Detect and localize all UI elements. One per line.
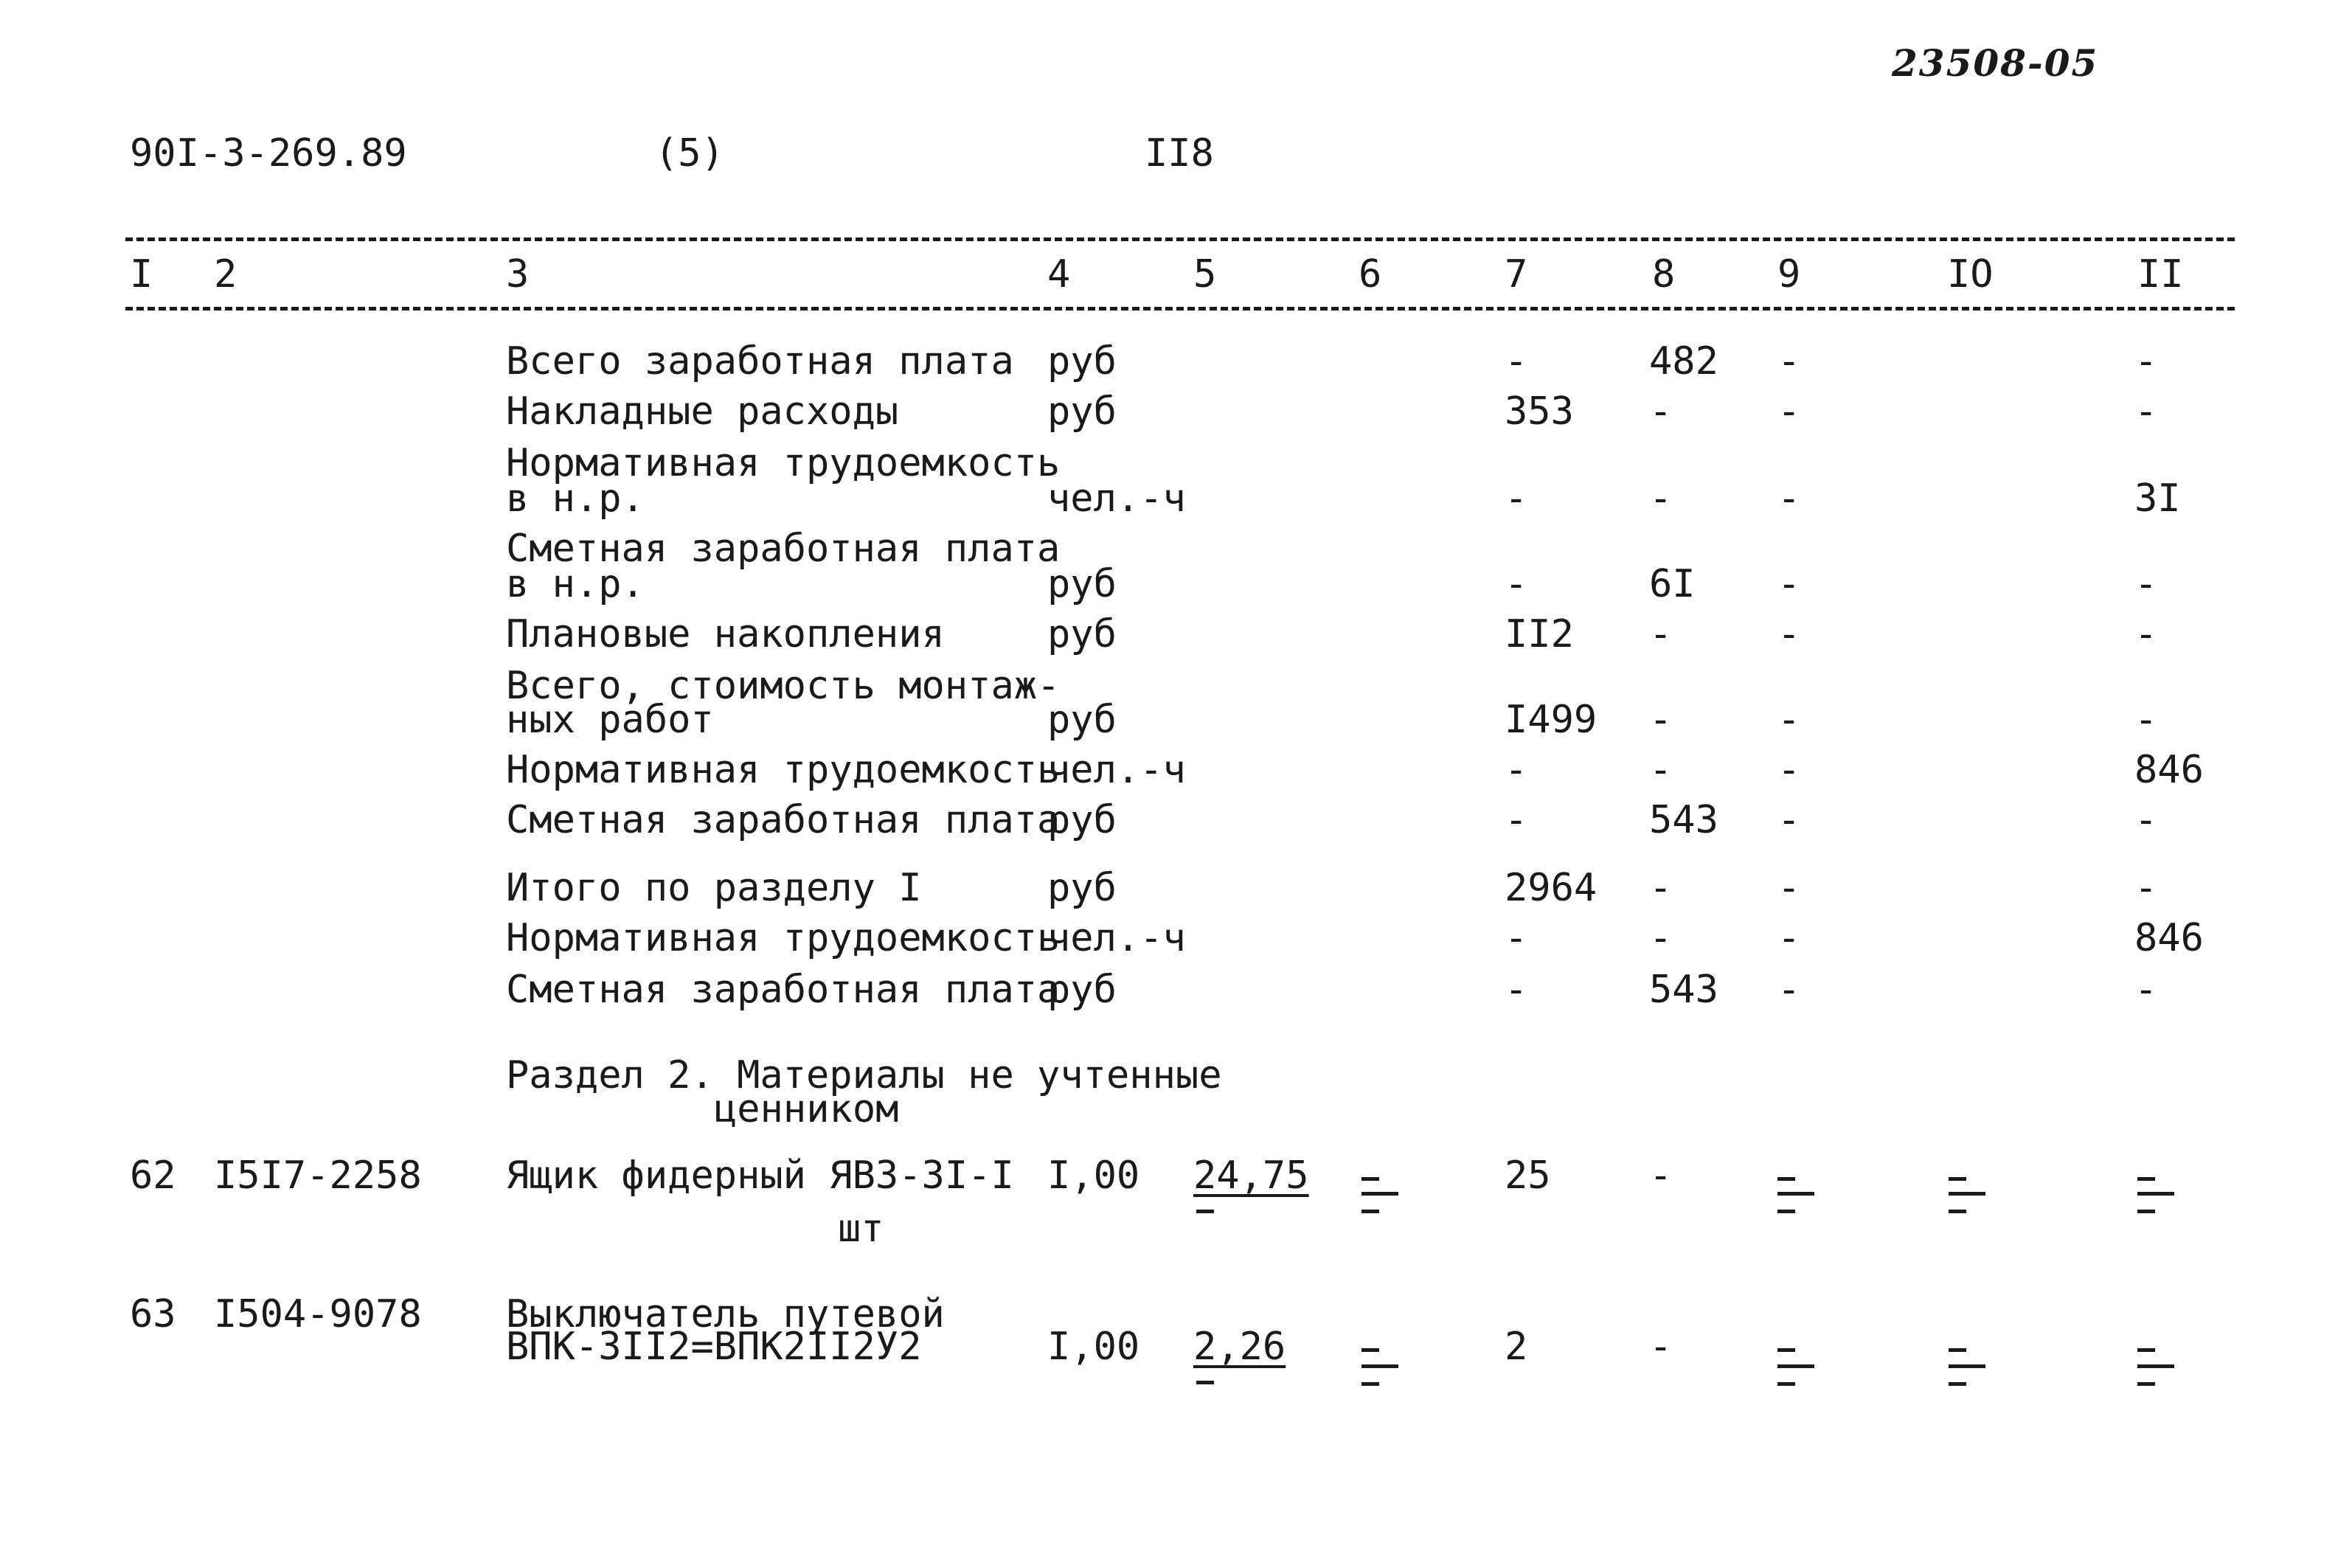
item-name-cont: ВПК-3II2=ВПК2II2У2	[506, 1325, 922, 1369]
unit: руб	[1047, 968, 1117, 1012]
unit: чел.-ч	[1047, 916, 1186, 960]
col8-value: -	[1649, 748, 1673, 792]
col9-value: -	[1777, 968, 1801, 1012]
unit: чел.-ч	[1047, 748, 1186, 792]
row-label: Сметная заработная плата	[506, 798, 1061, 842]
col11-value: -	[2134, 698, 2158, 742]
col8-value: -	[1649, 476, 1673, 521]
col9-value: -	[1777, 476, 1801, 521]
col7-value: 25	[1505, 1154, 1551, 1198]
row-label-cont: в н.р.	[506, 562, 645, 606]
col11-value: 3I	[2134, 476, 2181, 521]
col-header-4: 4	[1047, 252, 1071, 296]
item-number: 62	[130, 1154, 176, 1198]
col7-value: -	[1505, 476, 1528, 521]
row-label-cont: ных работ	[506, 698, 714, 742]
col9-value: -	[1777, 612, 1801, 656]
col8-value: -	[1649, 612, 1673, 656]
header-top-rule	[125, 237, 2235, 241]
row-label: Сметная заработная плата	[506, 968, 1061, 1012]
col7-value: -	[1505, 339, 1528, 384]
row-label: Плановые накопления	[506, 612, 945, 656]
page-number: II8	[1145, 131, 1214, 176]
item-code: I504-9078	[214, 1292, 422, 1336]
item-code: I5I7-2258	[214, 1154, 422, 1198]
col8-value: -	[1649, 1325, 1673, 1369]
col8-value: -	[1649, 698, 1673, 742]
col7-value: 2	[1505, 1325, 1528, 1369]
col-header-8: 8	[1652, 252, 1676, 296]
col9-value: -	[1777, 748, 1801, 792]
row-label: Всего, стоимость монтаж-	[506, 664, 1061, 708]
col-header-6: 6	[1359, 252, 1382, 296]
section-title-cont: ценником	[714, 1087, 899, 1131]
col8-value: 6I	[1649, 562, 1696, 606]
col11-value: -	[2134, 866, 2158, 910]
col11-value: 846	[2134, 916, 2204, 960]
item-quantity: I,00	[1047, 1154, 1140, 1198]
row-label: Сметная заработная плата	[506, 527, 1061, 571]
col11-value: -	[2134, 562, 2158, 606]
col9-value: -	[1777, 562, 1801, 606]
col7-value: -	[1505, 968, 1528, 1012]
item-number: 63	[130, 1292, 176, 1336]
col11-value: 846	[2134, 748, 2204, 792]
col11-value: -	[2134, 968, 2158, 1012]
row-label-cont: в н.р.	[506, 476, 645, 521]
price-dash	[1196, 1381, 1214, 1384]
col8-value: -	[1649, 916, 1673, 960]
col-header-7: 7	[1505, 252, 1528, 296]
col9-value: -	[1777, 866, 1801, 910]
unit: руб	[1047, 866, 1117, 910]
col-header-11: II	[2137, 252, 2184, 296]
col8-value: -	[1649, 1154, 1673, 1198]
col8-value: 482	[1649, 339, 1718, 384]
item-unit: шт	[838, 1207, 884, 1251]
unit: чел.-ч	[1047, 476, 1186, 521]
item-name: Ящик фидерный ЯВЗ-3I-I	[506, 1154, 1014, 1198]
col7-value: 2964	[1505, 866, 1598, 910]
unit: руб	[1047, 612, 1117, 656]
col-header-3: 3	[506, 252, 530, 296]
col11-value: -	[2134, 612, 2158, 656]
row-label: Нормативная трудоемкость	[506, 748, 1061, 792]
col7-value: II2	[1505, 612, 1574, 656]
col-header-2: 2	[214, 252, 237, 296]
col-header-9: 9	[1777, 252, 1801, 296]
col11-value: -	[2134, 389, 2158, 434]
unit: руб	[1047, 389, 1117, 434]
col7-value: 353	[1505, 389, 1574, 434]
col-header-1: I	[130, 252, 153, 296]
col8-value: 543	[1649, 968, 1718, 1012]
col7-value: -	[1505, 916, 1528, 960]
row-label: Всего заработная плата	[506, 339, 1014, 384]
row-label: Нормативная трудоемкость	[506, 441, 1061, 485]
section-title: Раздел 2. Материалы не учтенные	[506, 1053, 1222, 1097]
document-code: 90I-3-269.89	[130, 131, 407, 176]
col8-value: 543	[1649, 798, 1718, 842]
col9-value: -	[1777, 389, 1801, 434]
unit: руб	[1047, 562, 1117, 606]
col9-value: -	[1777, 798, 1801, 842]
col7-value: -	[1505, 798, 1528, 842]
col-header-10: IO	[1947, 252, 1994, 296]
col9-value: -	[1777, 339, 1801, 384]
col9-value: -	[1777, 698, 1801, 742]
col11-value: -	[2134, 798, 2158, 842]
col7-value: I499	[1505, 698, 1598, 742]
col11-value: -	[2134, 339, 2158, 384]
handwritten-number: 23508-05	[1892, 41, 2099, 85]
row-label: Накладные расходы	[506, 389, 899, 434]
col8-value: -	[1649, 866, 1673, 910]
item-price: 2,26	[1193, 1325, 1286, 1369]
row-label: Итого по разделу I	[506, 866, 922, 910]
item-price: 24,75	[1193, 1154, 1309, 1198]
col7-value: -	[1505, 748, 1528, 792]
row-label: Нормативная трудоемкость	[506, 916, 1061, 960]
sheet-part: (5)	[655, 131, 724, 176]
col-header-5: 5	[1193, 252, 1217, 296]
unit: руб	[1047, 798, 1117, 842]
header-bottom-rule	[125, 307, 2235, 311]
unit: руб	[1047, 339, 1117, 384]
col9-value: -	[1777, 916, 1801, 960]
unit: руб	[1047, 698, 1117, 742]
col7-value: -	[1505, 562, 1528, 606]
price-dash	[1196, 1210, 1214, 1213]
col8-value: -	[1649, 389, 1673, 434]
item-name: Выключатель путевой	[506, 1292, 945, 1336]
item-quantity: I,00	[1047, 1325, 1140, 1369]
